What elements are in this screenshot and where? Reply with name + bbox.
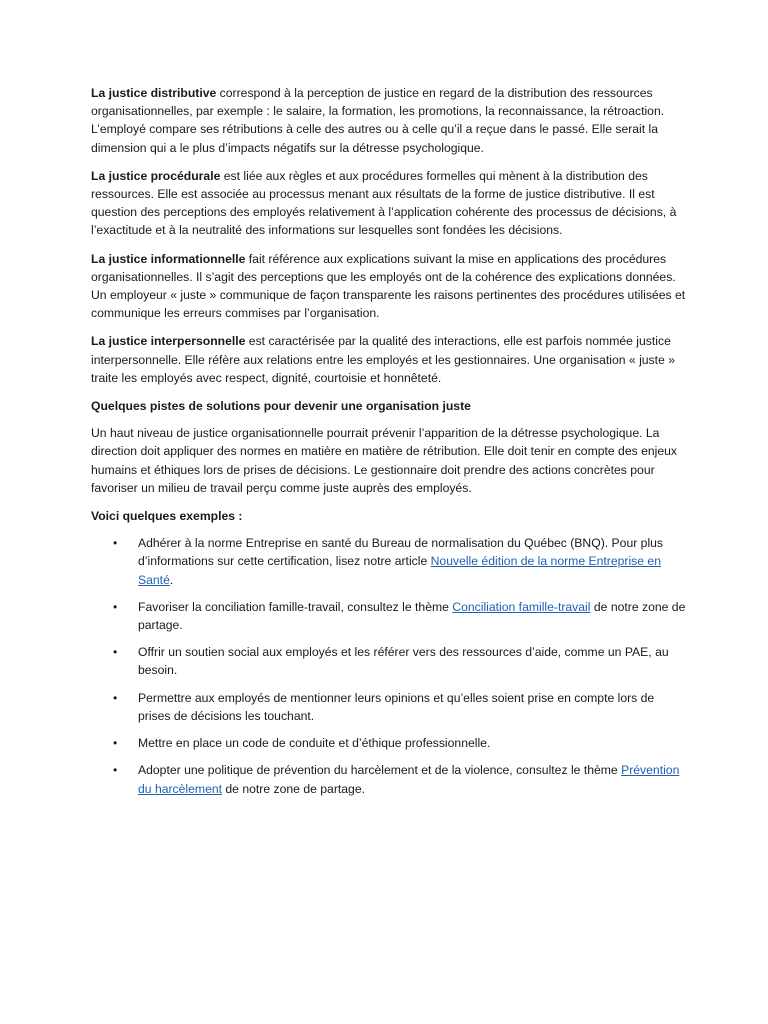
bullet-icon: •: [113, 763, 118, 778]
list-item-text-end: .: [169, 572, 174, 587]
paragraph-text: est caractérisée par la qualité des interactions, elle est parfois nommée justice interpersonnelle. Elle réfère aux relations entre les employés et les gestionnaires. Une organisation « juste » traite les employés avec respect, dignité, courtoisie et honnêteté.: [91, 334, 675, 385]
examples-heading: Voici quelques exemples :: [91, 509, 243, 524]
list-item-text-end: de notre zone de partage.: [138, 599, 686, 633]
bullet-icon: •: [113, 599, 118, 614]
solutions-heading: Quelques pistes de solutions pour devenir une organisation juste: [91, 399, 471, 414]
link-conciliation-famille-travail[interactable]: Conciliation famille-travail: [452, 599, 591, 614]
list-item-text: Adhérer à la norme Entreprise en santé du Bureau de normalisation du Québec (BNQ). Pour plus d’informations sur cette certification, lisez notre article: [138, 536, 664, 569]
list-item-text: Mettre en place un code de conduite et d’éthique professionnelle.: [138, 736, 491, 751]
list-item-text: Adopter une politique de prévention du harcèlement et de la violence, consultez le thème: [138, 763, 622, 778]
list-item-text: Permettre aux employés de mentionner leurs opinions et qu’elles soient prise en compte lors de prises de décisions les touchant.: [138, 690, 655, 723]
paragraph-distributive: [91, 84, 687, 157]
paragraph-lead: La justice informationnelle: [91, 251, 246, 266]
paragraph-informationnelle: [91, 250, 687, 323]
bullet-icon: •: [113, 690, 118, 705]
link-nouvelle-edition-norme[interactable]: Nouvelle édition de la norme Entreprise en Santé: [138, 554, 661, 587]
paragraph-text: fait référence aux explications suivant la mise en applications des procédures organisationnelles. Il s’agit des perceptions que les employés ont de la cohérence des explications données. Un employeur « juste » communique de façon transparente les raisons pertinentes des procédures utilisées et communique les erreurs commises par l’organisation.: [91, 251, 686, 321]
paragraph-lead: La justice procédurale: [91, 168, 221, 183]
link-prevention-harcelement[interactable]: Prévention du harcèlement: [138, 763, 680, 796]
list-item: [91, 643, 687, 679]
paragraph-text: correspond à la perception de justice en regard de la distribution des ressources organisationnelles, par exemple : le salaire, la formation, les promotions, la reconnaissance, la rétroaction. L’employé compare ses rétributions à celle des autres ou à celle qu’il a reçue dans le passé. Elle serait la dimension qui a le plus d’impacts négatifs sur la détresse psychologique.: [91, 86, 665, 155]
paragraph-interpersonnelle: [91, 332, 687, 387]
bullet-icon: •: [113, 536, 118, 551]
list-item: [91, 761, 687, 797]
list-item-text: Offrir un soutien social aux employés et les référer vers des ressources d’aide, comme un PAE, au besoin.: [138, 645, 669, 678]
list-item: [91, 534, 687, 589]
bullet-icon: •: [113, 645, 118, 660]
list-item-text-end: de notre zone de partage.: [222, 781, 365, 796]
bullet-icon: •: [113, 736, 118, 751]
list-item: [91, 689, 687, 725]
paragraph-procedurale: [91, 167, 687, 240]
list-item: [91, 734, 687, 752]
list-item-text: Favoriser la conciliation famille-travail, consultez le thème: [138, 599, 453, 614]
document-body: [91, 84, 687, 807]
list-item: [91, 598, 687, 634]
solutions-paragraph: Un haut niveau de justice organisationnelle pourrait prévenir l’apparition de la détresse psychologique. La direction doit appliquer des normes en matière en matière de rétribution. Elle doit tenir en compte des enjeux humains et éthiques lors de prises de décisions. Le gestionnaire doit prendre des actions concrètes pour favoriser un milieu de travail perçu comme juste auprès des employés.: [91, 426, 678, 495]
paragraph-lead: La justice interpersonnelle: [91, 334, 246, 349]
examples-list: [91, 534, 687, 797]
paragraph-lead: La justice distributive: [91, 86, 217, 100]
paragraph-text: est liée aux règles et aux procédures formelles qui mènent à la distribution des ressources. Elle est associée au processus menant aux résultats de la forme de justice distributive. Il est question des perceptions des employés relativement à l’application cohérente des processus de décisions, à l’exactitude et à la neutralité des informations sur lesquelles sont fondées les décisions.: [91, 168, 677, 238]
